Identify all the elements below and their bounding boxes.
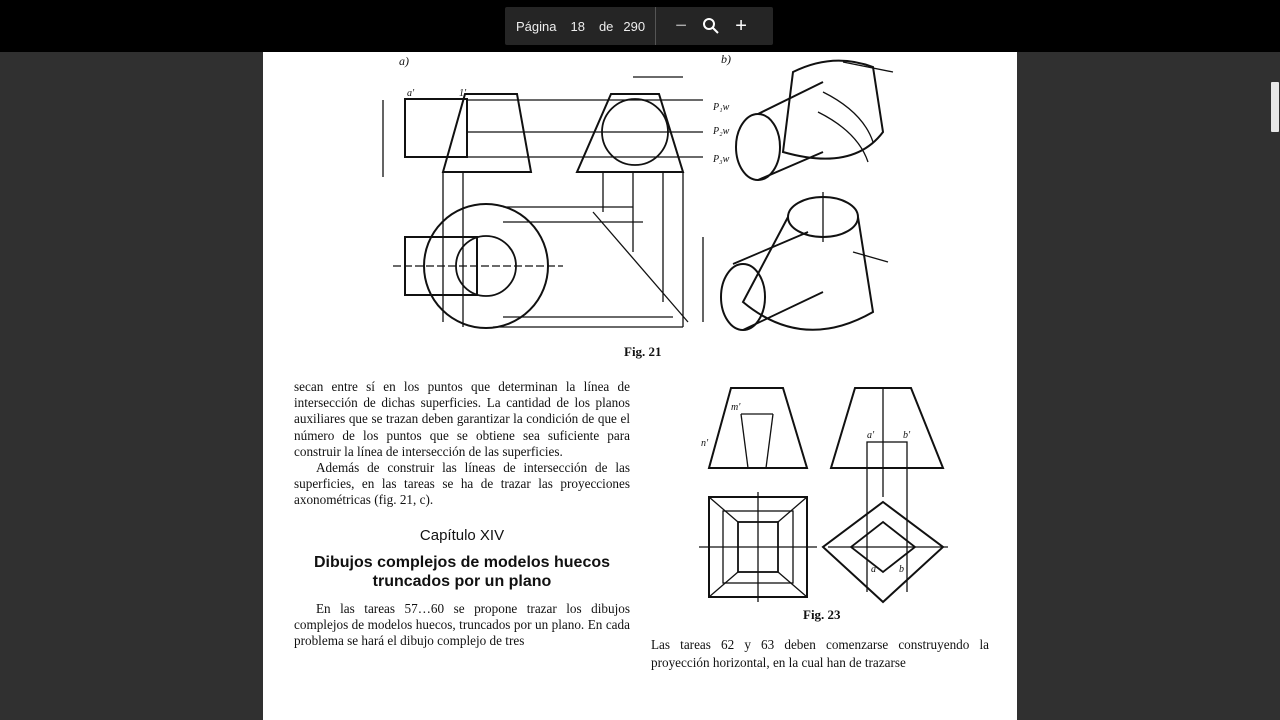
svg-text:a': a' [407, 88, 415, 99]
svg-text:m': m' [731, 402, 741, 413]
svg-text:b': b' [903, 430, 911, 441]
chapter-number: Capítulo XIV [419, 526, 505, 544]
fig21a-front-view [383, 77, 703, 177]
svg-text:n': n' [701, 438, 709, 449]
paragraph: Además de construir las líneas de intersección de las superficies, en las tareas se ha de trazar las proyecciones axonométricas (fig. 21, c). [294, 460, 630, 508]
fig23-caption: Fig. 23 [803, 607, 841, 622]
vertical-scrollbar-thumb[interactable] [1271, 82, 1279, 132]
svg-text:1': 1' [459, 88, 467, 99]
fig21-label-a: a) [399, 54, 409, 68]
document-page [263, 52, 1017, 720]
page-navigation-toolbar [505, 7, 773, 45]
zoom-icon [696, 11, 726, 41]
svg-text:P₁w: P₁w [713, 102, 730, 113]
fig23-left-views [699, 388, 817, 602]
zoom-out-button[interactable] [666, 11, 696, 41]
fig21a-top-view [393, 172, 688, 328]
of-label: de [598, 18, 614, 34]
fig21b-axonometric-bottom [703, 192, 888, 330]
total-pages: 290 [623, 18, 646, 34]
body-text-intro [294, 379, 630, 509]
svg-text:b: b [899, 564, 904, 575]
plus-icon: + [735, 14, 747, 37]
page-label: Página [516, 18, 557, 34]
toolbar-divider [655, 7, 656, 45]
left-column [294, 379, 630, 649]
svg-text:P₃w: P₃w [713, 154, 730, 165]
body-text-right: Las tareas 62 y 63 deben comenzarse construyendo la proyección horizontal, en la cual han de trazarse [651, 637, 989, 670]
fig23-right-views [823, 388, 948, 602]
magnifier-icon [702, 17, 720, 35]
current-page-input[interactable]: 18 [570, 18, 585, 34]
paragraph: secan entre sí en los puntos que determinan la línea de intersección de dichas superficies. La cantidad de los planos auxiliares que se trazan deben garantizar la condición de que el número de los puntos que se obtiene sea suficiente para construir la línea de intersección de las superficies. [294, 379, 630, 459]
fig21-caption: Fig. 21 [624, 344, 662, 359]
svg-text:a: a [871, 564, 876, 575]
paragraph: En las tareas 57…60 se propone trazar los dibujos complejos de modelos huecos, truncados por un plano. En cada problema se hará el dibujo complejo de tres [294, 600, 630, 649]
minus-icon: − [675, 14, 687, 37]
svg-text:P₂w: P₂w [713, 126, 730, 137]
chapter-title: Dibujos complejos de modelos huecos truncados por un plano [313, 553, 611, 590]
fig21b-axonometric-top [736, 61, 893, 180]
fig21-label-b: b) [721, 52, 731, 66]
svg-text:a': a' [867, 430, 875, 441]
zoom-in-button[interactable] [726, 11, 756, 41]
body-text-chapter [294, 601, 630, 650]
